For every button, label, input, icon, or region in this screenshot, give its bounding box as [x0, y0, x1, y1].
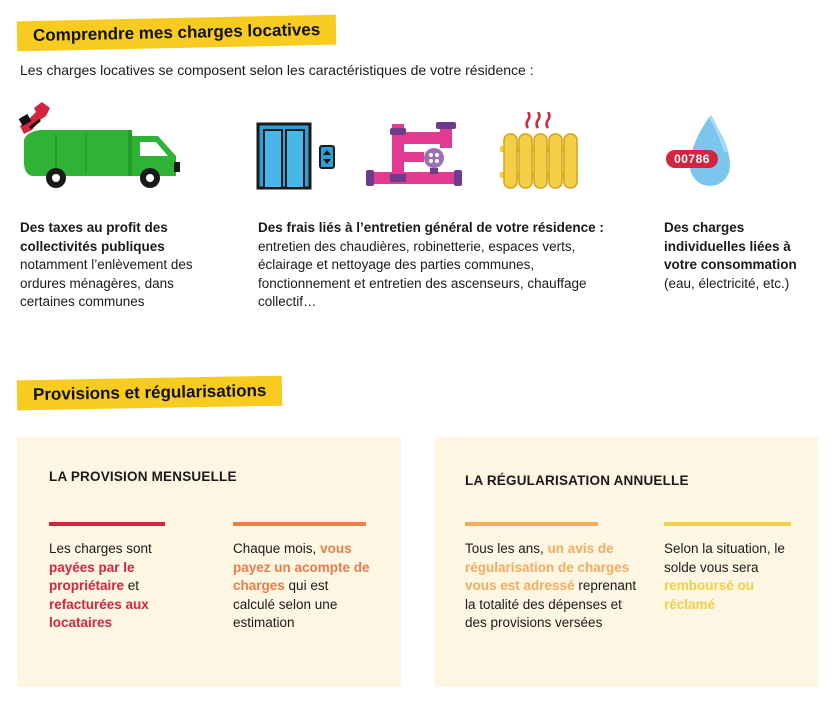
paid-by-owner-h2: refacturées aux locataires — [49, 596, 149, 630]
light-orange-divider — [465, 522, 598, 526]
annual-notice-p2: reprenant la totalité des dépenses et des provisions versées — [465, 578, 637, 630]
monthly-deposit-h1: vous payez un acompte de charges — [233, 541, 370, 593]
orange-divider — [233, 522, 366, 526]
annual-notice-text — [465, 540, 643, 633]
balance-p1: Selon la situation, le solde vous sera — [664, 541, 785, 575]
meter-reading-badge: 00786 — [666, 150, 718, 168]
elevator-icon — [256, 122, 340, 192]
monthly-deposit-p1: Chaque mois, — [233, 541, 317, 556]
annual-regularisation-card — [435, 437, 818, 687]
intro-text: Les charges locatives se composent selon les caractéristiques de votre résidence : — [20, 62, 534, 78]
consumption-description — [664, 219, 824, 293]
balance-h1: remboursé ou réclamé — [664, 578, 755, 612]
radiator-icon — [498, 112, 580, 192]
monthly-deposit-text — [233, 540, 373, 633]
consumption-description-bold: Des charges individuelles liées à votre consommation — [664, 220, 797, 272]
taxes-description-rest: notamment l’enlèvement des ordures ménagères, dans certaines communes — [20, 257, 193, 309]
gold-divider — [664, 522, 791, 526]
pipes-icon — [364, 118, 464, 194]
annual-notice-p1: Tous les ans, — [465, 541, 544, 556]
paid-by-owner-p2: et — [127, 578, 140, 593]
section-title-provisions: Provisions et régularisations — [17, 376, 283, 411]
taxes-description — [20, 219, 220, 312]
garbage-truck-icon — [16, 100, 186, 190]
paid-by-owner-h1: payées par le propriétaire — [49, 559, 135, 593]
maintenance-description — [258, 219, 623, 312]
section-title-charges: Comprendre mes charges locatives — [17, 15, 337, 52]
monthly-provision-card — [17, 437, 401, 687]
monthly-deposit-p2: qui est calculé selon une estimation — [233, 578, 338, 630]
paid-by-owner-p1: Les charges sont — [49, 541, 152, 556]
paid-by-owner-text — [49, 540, 189, 633]
consumption-description-rest: (eau, électricité, etc.) — [664, 275, 790, 291]
annual-notice-h1: un avis de régularisation de charges vous est adressé — [465, 541, 630, 593]
balance-text — [664, 540, 799, 614]
annual-regularisation-title: LA RÉGULARISATION ANNUELLE — [465, 473, 689, 488]
taxes-description-bold: Des taxes au profit des collectivités publiques — [20, 220, 168, 254]
red-divider — [49, 522, 165, 526]
maintenance-description-rest: entretien des chaudières, robinetterie, espaces verts, éclairage et nettoyage des parties communes, fonctionnement et entretien des ascenseurs, chauffage collectif… — [258, 238, 587, 309]
maintenance-description-bold: Des frais liés à l’entretien général de votre résidence : — [258, 220, 604, 235]
monthly-provision-title: LA PROVISION MENSUELLE — [49, 469, 237, 484]
